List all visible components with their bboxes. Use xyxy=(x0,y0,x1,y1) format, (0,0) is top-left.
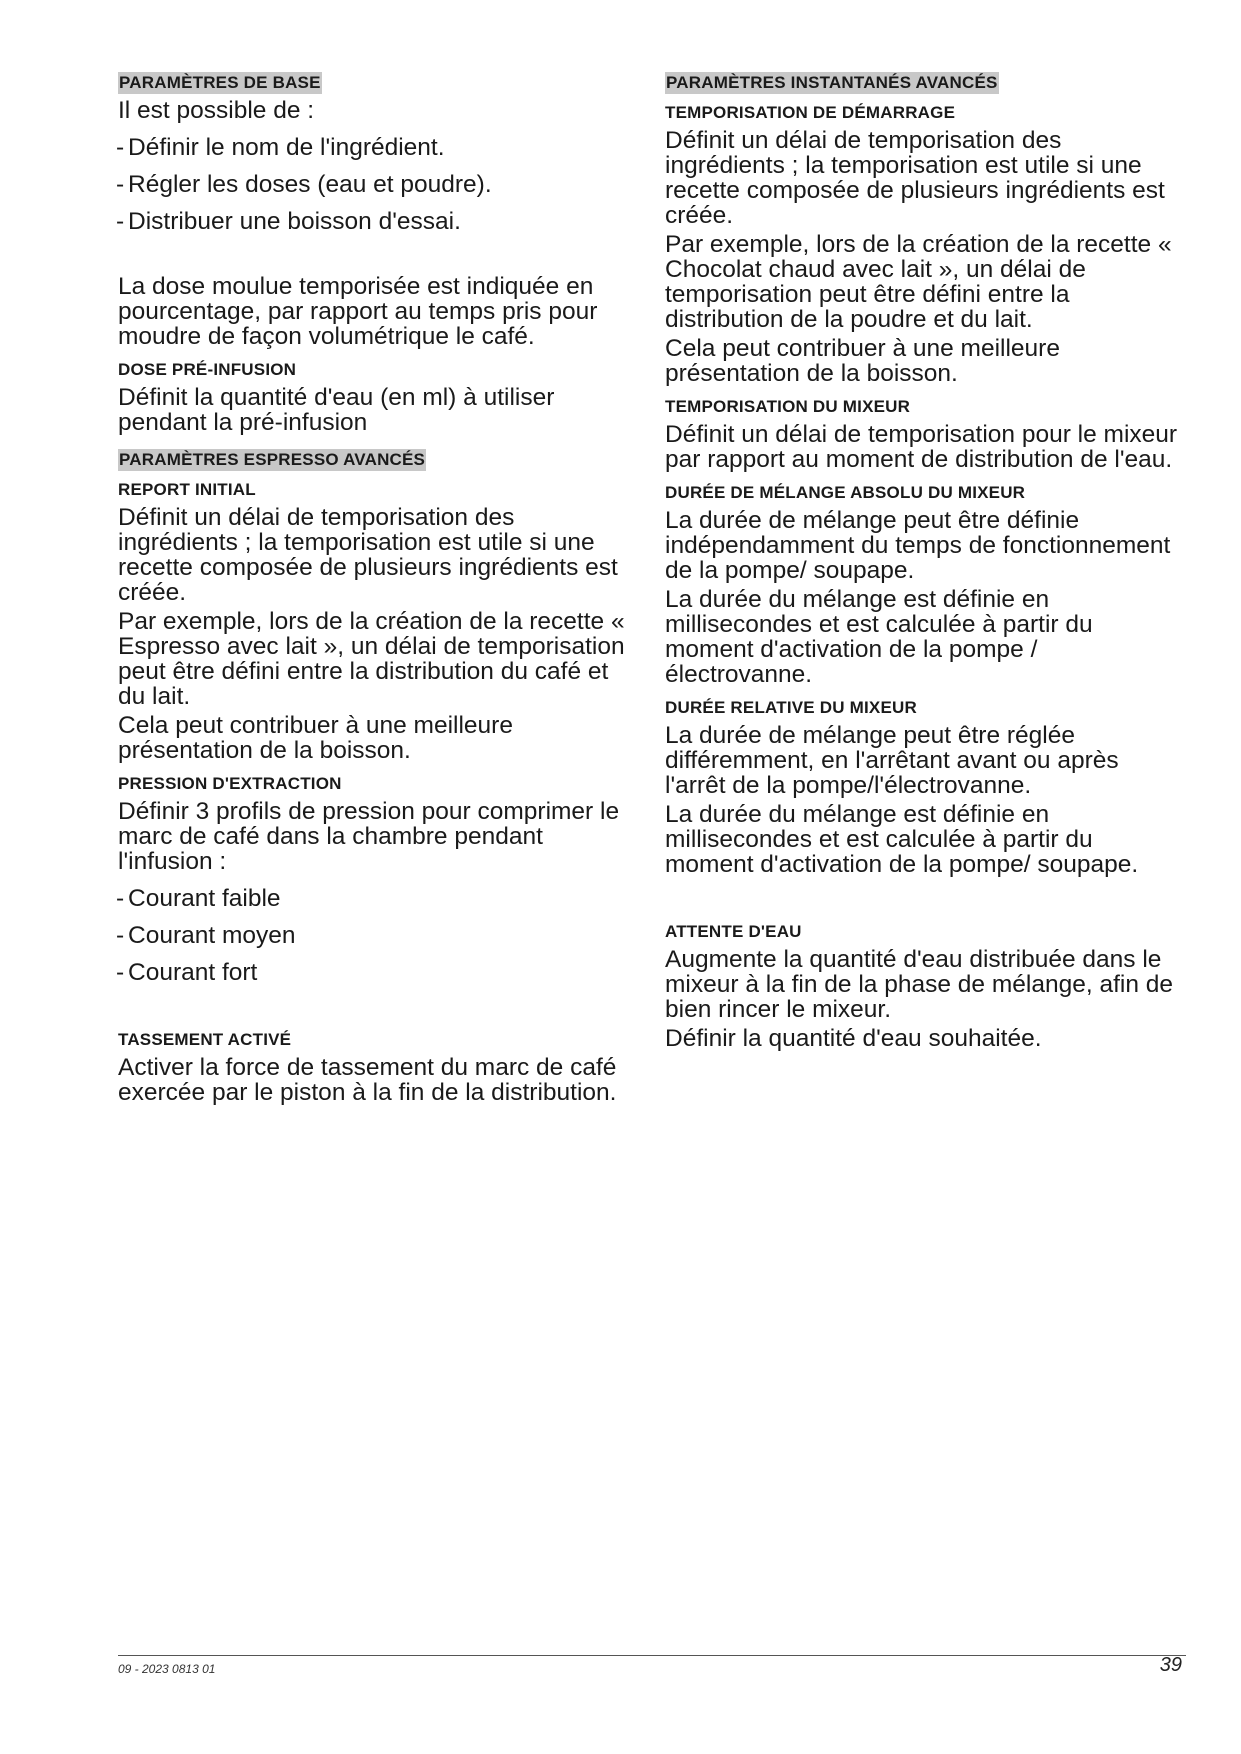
footer-divider xyxy=(118,1655,1186,1656)
paragraph: Définit un délai de temporisation pour le mixeur par rapport au moment de distribution de l'eau. xyxy=(665,421,1178,473)
paragraph: La durée de mélange peut être réglée différemment, en l'arrêtant avant ou après l'arrêt de la pompe/l'électrovanne. xyxy=(665,722,1119,799)
dose-paragraph: La dose moulue temporisée est indiquée en pourcentage, par rapport au temps pris pour moudre de façon volumétrique le café. xyxy=(118,273,598,350)
page-number: 39 xyxy=(1159,1654,1182,1676)
left-column xyxy=(118,72,638,1105)
paragraph: Cela peut contribuer à une meilleure présentation de la boisson. xyxy=(118,712,513,764)
paragraph: Augmente la quantité d'eau distribuée dans le mixeur à la fin de la phase de mélange, afin de bien rincer le mixeur. xyxy=(665,946,1174,1023)
paragraph: Par exemple, lors de la création de la recette « Chocolat chaud avec lait », un délai de temporisation peut être défini entre la distribution de la poudre et du lait. xyxy=(665,231,1172,333)
paragraph: La durée du mélange est définie en millisecondes et est calculée à partir du moment d'activation de la pompe / électrovanne. xyxy=(665,586,1093,688)
paragraph: Définit un délai de temporisation des ingrédients ; la temporisation est utile si une recette composée de plusieurs ingrédients est créée. xyxy=(118,504,618,606)
paragraph: La durée de mélange peut être définie indépendamment du temps de fonctionnement de la pompe/ soupape. xyxy=(665,507,1171,584)
paragraph: Par exemple, lors de la création de la recette « Espresso avec lait », un délai de temporisation peut être défini entre la distribution du café et du lait. xyxy=(118,608,625,710)
list-item: - Régler les doses (eau et poudre). xyxy=(116,171,492,198)
subheading-attente: ATTENTE D'EAU xyxy=(665,922,802,941)
subheading-pression: PRESSION D'EXTRACTION xyxy=(118,774,342,793)
right-column xyxy=(665,72,1185,1051)
preinfusion-paragraph: Définit la quantité d'eau (en ml) à utiliser pendant la pré-infusion xyxy=(118,384,555,436)
section-heading-espresso: PARAMÈTRES ESPRESSO AVANCÉS xyxy=(119,450,426,469)
list-item: - Distribuer une boisson d'essai. xyxy=(116,208,461,235)
section-heading-base: PARAMÈTRES DE BASE xyxy=(119,73,321,92)
paragraph: La durée du mélange est définie en millisecondes et est calculée à partir du moment d'activation de la pompe/ soupape. xyxy=(665,801,1139,878)
paragraph: Activer la force de tassement du marc de café exercée par le piston à la fin de la distribution. xyxy=(118,1054,617,1106)
subheading-relative: DURÉE RELATIVE DU MIXEUR xyxy=(665,698,917,717)
section-heading-instantanes: PARAMÈTRES INSTANTANÉS AVANCÉS xyxy=(666,73,998,92)
paragraph: Cela peut contribuer à une meilleure présentation de la boisson. xyxy=(665,335,1060,387)
subheading-report: REPORT INITIAL xyxy=(118,480,256,499)
list-item: - Courant faible xyxy=(116,885,281,912)
subheading-absolu: DURÉE DE MÉLANGE ABSOLU DU MIXEUR xyxy=(665,483,1026,502)
paragraph: Définir 3 profils de pression pour comprimer le marc de café dans la chambre pendant l'infusion : xyxy=(118,798,620,875)
subheading-preinfusion: DOSE PRÉ-INFUSION xyxy=(118,360,297,379)
paragraph: Définir la quantité d'eau souhaitée. xyxy=(665,1025,1042,1052)
base-intro: Il est possible de : xyxy=(118,97,315,124)
paragraph: Définit un délai de temporisation des ingrédients ; la temporisation est utile si une recette composée de plusieurs ingrédients est créée. xyxy=(665,127,1165,229)
subheading-demarrage: TEMPORISATION DE DÉMARRAGE xyxy=(665,103,956,122)
list-item: - Courant fort xyxy=(116,959,258,986)
list-item: - Définir le nom de l'ingrédient. xyxy=(116,134,445,161)
subheading-tassement: TASSEMENT ACTIVÉ xyxy=(118,1030,292,1049)
document-code: 09 - 2023 0813 01 xyxy=(118,1662,216,1676)
list-item: - Courant moyen xyxy=(116,922,296,949)
subheading-mixeur-temp: TEMPORISATION DU MIXEUR xyxy=(665,397,911,416)
